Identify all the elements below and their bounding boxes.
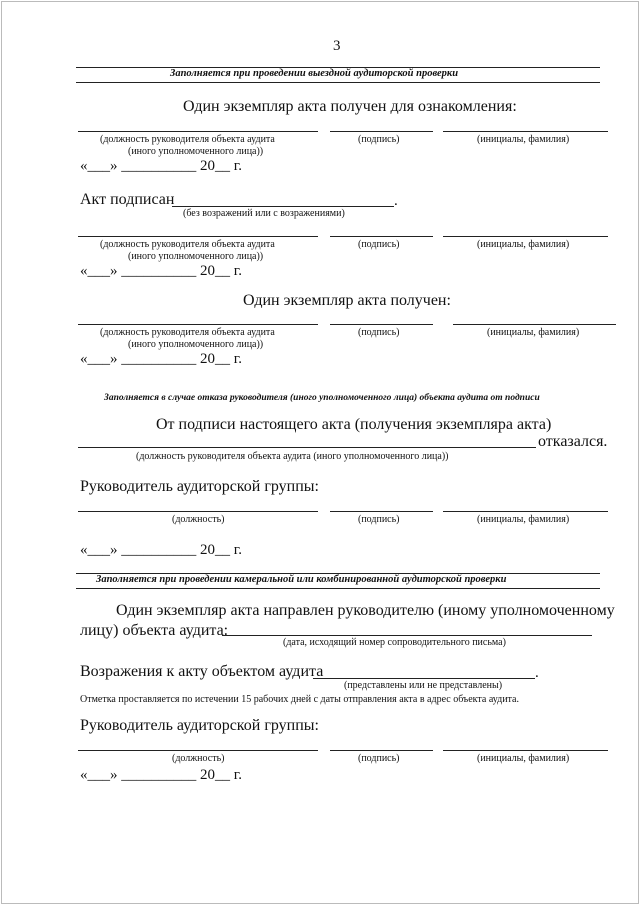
initials-line-2 — [443, 236, 608, 237]
group-position-label-2: (должность) — [172, 753, 225, 764]
group-head-label-1: Руководитель аудиторской группы: — [80, 478, 319, 495]
section-header-onsite-text: Заполняется при проведении выездной аудиторской проверки — [170, 68, 459, 79]
group-initials-line-2 — [443, 750, 608, 751]
position-line-2 — [78, 236, 318, 237]
refusal-hint: (должность руководителя объекта аудита (иного уполномоченного лица)) — [136, 451, 449, 462]
objections-line — [313, 678, 535, 679]
signature-line-2 — [330, 236, 433, 237]
signature-label-1: (подпись) — [358, 134, 400, 145]
initials-label-1: (инициалы, фамилия) — [477, 134, 570, 145]
act-signed-dot: . — [394, 193, 398, 209]
signature-label-3: (подпись) — [358, 327, 400, 338]
group-signature-line-1 — [330, 511, 433, 512]
refusal-refused: отказался. — [538, 433, 608, 450]
position-label-2b: (иного уполномоченного лица)) — [128, 251, 264, 262]
objections-label: Возражения к акту объектом аудита — [80, 663, 324, 680]
date-line-4: «___» __________ 20__ г. — [80, 542, 242, 558]
group-head-label-2: Руководитель аудиторской группы: — [80, 717, 319, 734]
group-signature-label-1: (подпись) — [358, 514, 400, 525]
sent-line-underline — [222, 635, 592, 636]
group-signature-line-2 — [330, 750, 433, 751]
position-line-1 — [78, 131, 318, 132]
act-signed-hint: (без возражений или с возражениями) — [183, 208, 345, 219]
group-initials-label-1: (инициалы, фамилия) — [477, 514, 570, 525]
act-signed-line — [172, 206, 394, 207]
page-number: 3 — [333, 38, 341, 54]
objections-hint: (представлены или не представлены) — [344, 680, 503, 691]
objections-note: Отметка проставляется по истечении 15 рабочих дней с даты отправления акта в адрес объекта аудита. — [80, 694, 519, 705]
refusal-header: Заполняется в случае отказа руководителя (иного уполномоченного лица) объекта аудита от подписи — [104, 393, 540, 403]
group-position-line-2 — [78, 750, 318, 751]
date-line-2: «___» __________ 20__ г. — [80, 263, 242, 279]
sent-line-1: Один экземпляр акта направлен руководителю (иному уполномоченному — [116, 602, 615, 619]
position-line-3 — [78, 324, 318, 325]
objections-dot: . — [535, 665, 539, 681]
sent-hint: (дата, исходящий номер сопроводительного письма) — [283, 637, 506, 648]
group-initials-label-2: (инициалы, фамилия) — [477, 753, 570, 764]
signature-line-3 — [330, 324, 433, 325]
position-label-2a: (должность руководителя объекта аудита — [100, 239, 275, 250]
position-label-1b: (иного уполномоченного лица)) — [128, 146, 264, 157]
refusal-line — [78, 447, 536, 448]
date-line-3: «___» __________ 20__ г. — [80, 351, 242, 367]
section-header-onsite — [76, 67, 600, 83]
sent-line-2: лицу) объекта аудита: — [80, 622, 229, 639]
group-signature-label-2: (подпись) — [358, 753, 400, 764]
received-title-2: Один экземпляр акта получен: — [243, 292, 451, 309]
position-label-3b: (иного уполномоченного лица)) — [128, 339, 264, 350]
initials-label-3: (инициалы, фамилия) — [487, 327, 580, 338]
initials-label-2: (инициалы, фамилия) — [477, 239, 570, 250]
received-title: Один экземпляр акта получен для ознакомления: — [183, 98, 517, 115]
refusal-title: От подписи настоящего акта (получения экземпляра акта) — [156, 416, 552, 433]
initials-line-3 — [453, 324, 616, 325]
position-label-3a: (должность руководителя объекта аудита — [100, 327, 275, 338]
signature-label-2: (подпись) — [358, 239, 400, 250]
position-label-1a: (должность руководителя объекта аудита — [100, 134, 275, 145]
initials-line-1 — [443, 131, 608, 132]
group-position-line-1 — [78, 511, 318, 512]
act-signed-label: Акт подписан — [80, 191, 175, 208]
date-line-1: «___» __________ 20__ г. — [80, 158, 242, 174]
section-header-desk-text: Заполняется при проведении камеральной или комбинированной аудиторской проверки — [96, 574, 507, 585]
section-header-desk — [76, 573, 600, 589]
group-initials-line-1 — [443, 511, 608, 512]
group-position-label-1: (должность) — [172, 514, 225, 525]
signature-line-1 — [330, 131, 433, 132]
date-line-5: «___» __________ 20__ г. — [80, 767, 242, 783]
